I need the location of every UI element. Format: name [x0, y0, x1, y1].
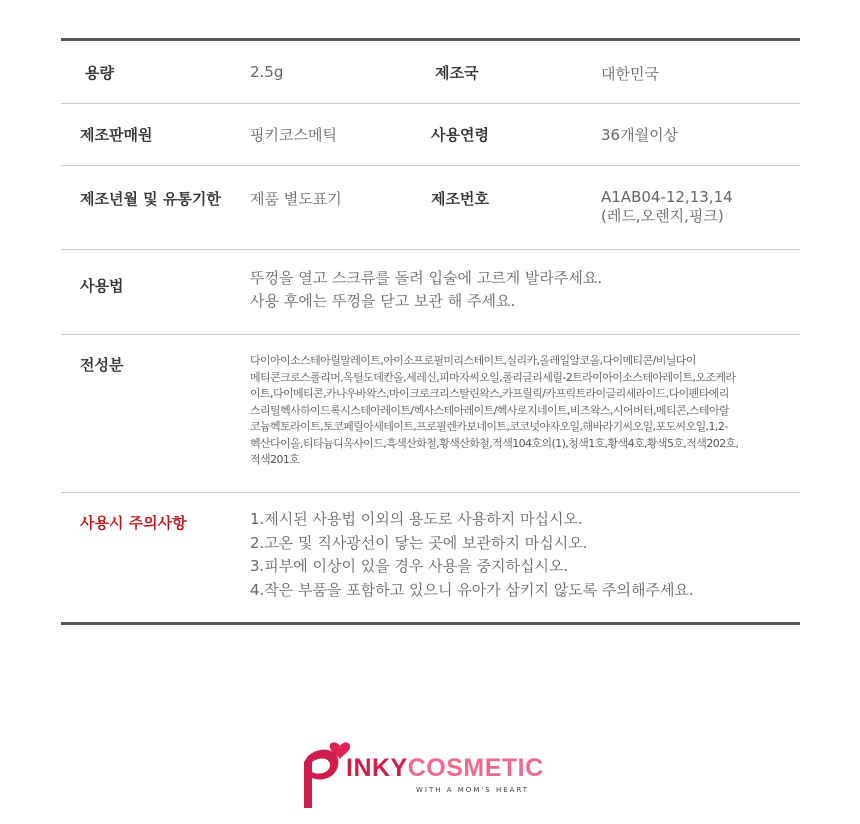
- value-age: 36개월이상: [601, 126, 679, 144]
- lot-number-line: A1AB04-12,13,14: [601, 188, 733, 206]
- table-row: [61, 250, 800, 335]
- ingredients-line: 적색201호: [250, 453, 300, 466]
- table-row: [61, 41, 800, 104]
- table-row: [61, 166, 800, 250]
- usage-line: 뚜껑을 열고 스크류를 돌려 입술에 고르게 발라주세요.: [250, 269, 603, 287]
- ingredients-line: 다이아이소스테아릴말레이트,아이소프로필미리스테이트,실리카,올레일알코올,다이메티콘/비닐다이: [250, 354, 696, 367]
- caution-line: 1.제시된 사용법 이외의 용도로 사용하지 마십시오.: [250, 510, 583, 528]
- caution-line: 4.작은 부품을 포함하고 있으니 유아가 삼키지 않도록 주의해주세요.: [250, 580, 694, 599]
- table-row: [61, 104, 800, 166]
- brand-name-part: COSMETIC: [407, 754, 544, 782]
- ingredients-line: 이트,다이메티콘,카나우바왁스,마이크로크리스탈린왁스,카프릴릭/카프릭트라이글리세라이드,다이펜타에리: [250, 387, 729, 400]
- label-lot-number: 제조번호: [431, 190, 489, 208]
- label-caution: 사용시 주의사항: [80, 514, 187, 532]
- brand-name-part: INKY: [346, 754, 408, 782]
- usage-line: 사용 후에는 뚜껑을 닫고 보관 해 주세요.: [250, 292, 516, 310]
- table-row: [61, 493, 800, 625]
- heart-p-icon: [300, 732, 350, 812]
- label-age: 사용연령: [431, 126, 489, 144]
- label-volume: 용량: [85, 64, 114, 82]
- caution-line: 2.고온 및 직사광선이 닿는 곳에 보관하지 마십시오.: [250, 533, 588, 552]
- label-country: 제조국: [435, 64, 479, 82]
- label-expiry: 제조년월 및 유통기한: [80, 190, 221, 208]
- label-usage: 사용법: [80, 277, 124, 295]
- value-manufacturer: 핑키코스메틱: [250, 126, 337, 144]
- value-usage: [250, 267, 602, 313]
- value-expiry: 제품 별도표기: [250, 190, 342, 208]
- value-lot-number: [601, 188, 733, 226]
- value-country: 대한민국: [601, 65, 659, 83]
- ingredients-line: 헥산다이올,티타늄디옥사이드,흑색산화철,황색산화철,적색104호의(1),청색1호,황색4호,황색5호,적색202호,: [250, 436, 739, 450]
- value-volume: 2.5g: [250, 63, 284, 81]
- ingredients-line: 스리틸헥사하이드록시스테아레이트/헥사스테아레이트/헥사로지네이트,비즈왁스,시어버터,메티콘,스테아랄: [250, 403, 729, 417]
- value-ingredients: [250, 353, 790, 469]
- caution-line: 3.피부에 이상이 있을 경우 사용을 중지하십시오.: [250, 557, 569, 575]
- label-manufacturer: 제조판매원: [80, 126, 153, 144]
- ingredients-line: 메티콘크로스폴리머,옥틸도데칸올,세레신,피마자씨오일,폴리글리세릴-2트라이아이소스테아레이트,오조케라: [250, 370, 736, 384]
- brand-tagline: WITH A MOM'S HEART: [416, 786, 530, 794]
- table-row: [61, 335, 800, 493]
- product-info-table: [61, 38, 800, 625]
- ingredients-line: 코늄헥토라이트,토코페릴아세테이트,프로필렌카보네이트,코코넛야자오일,해바라기씨오일,포도씨오일,1,2-: [250, 420, 728, 433]
- value-caution: [250, 508, 694, 602]
- label-ingredients: 전성분: [80, 356, 124, 374]
- brand-logo: [300, 732, 562, 812]
- lot-number-colors: (레드,오렌지,핑크): [601, 207, 724, 225]
- brand-name: [346, 754, 544, 783]
